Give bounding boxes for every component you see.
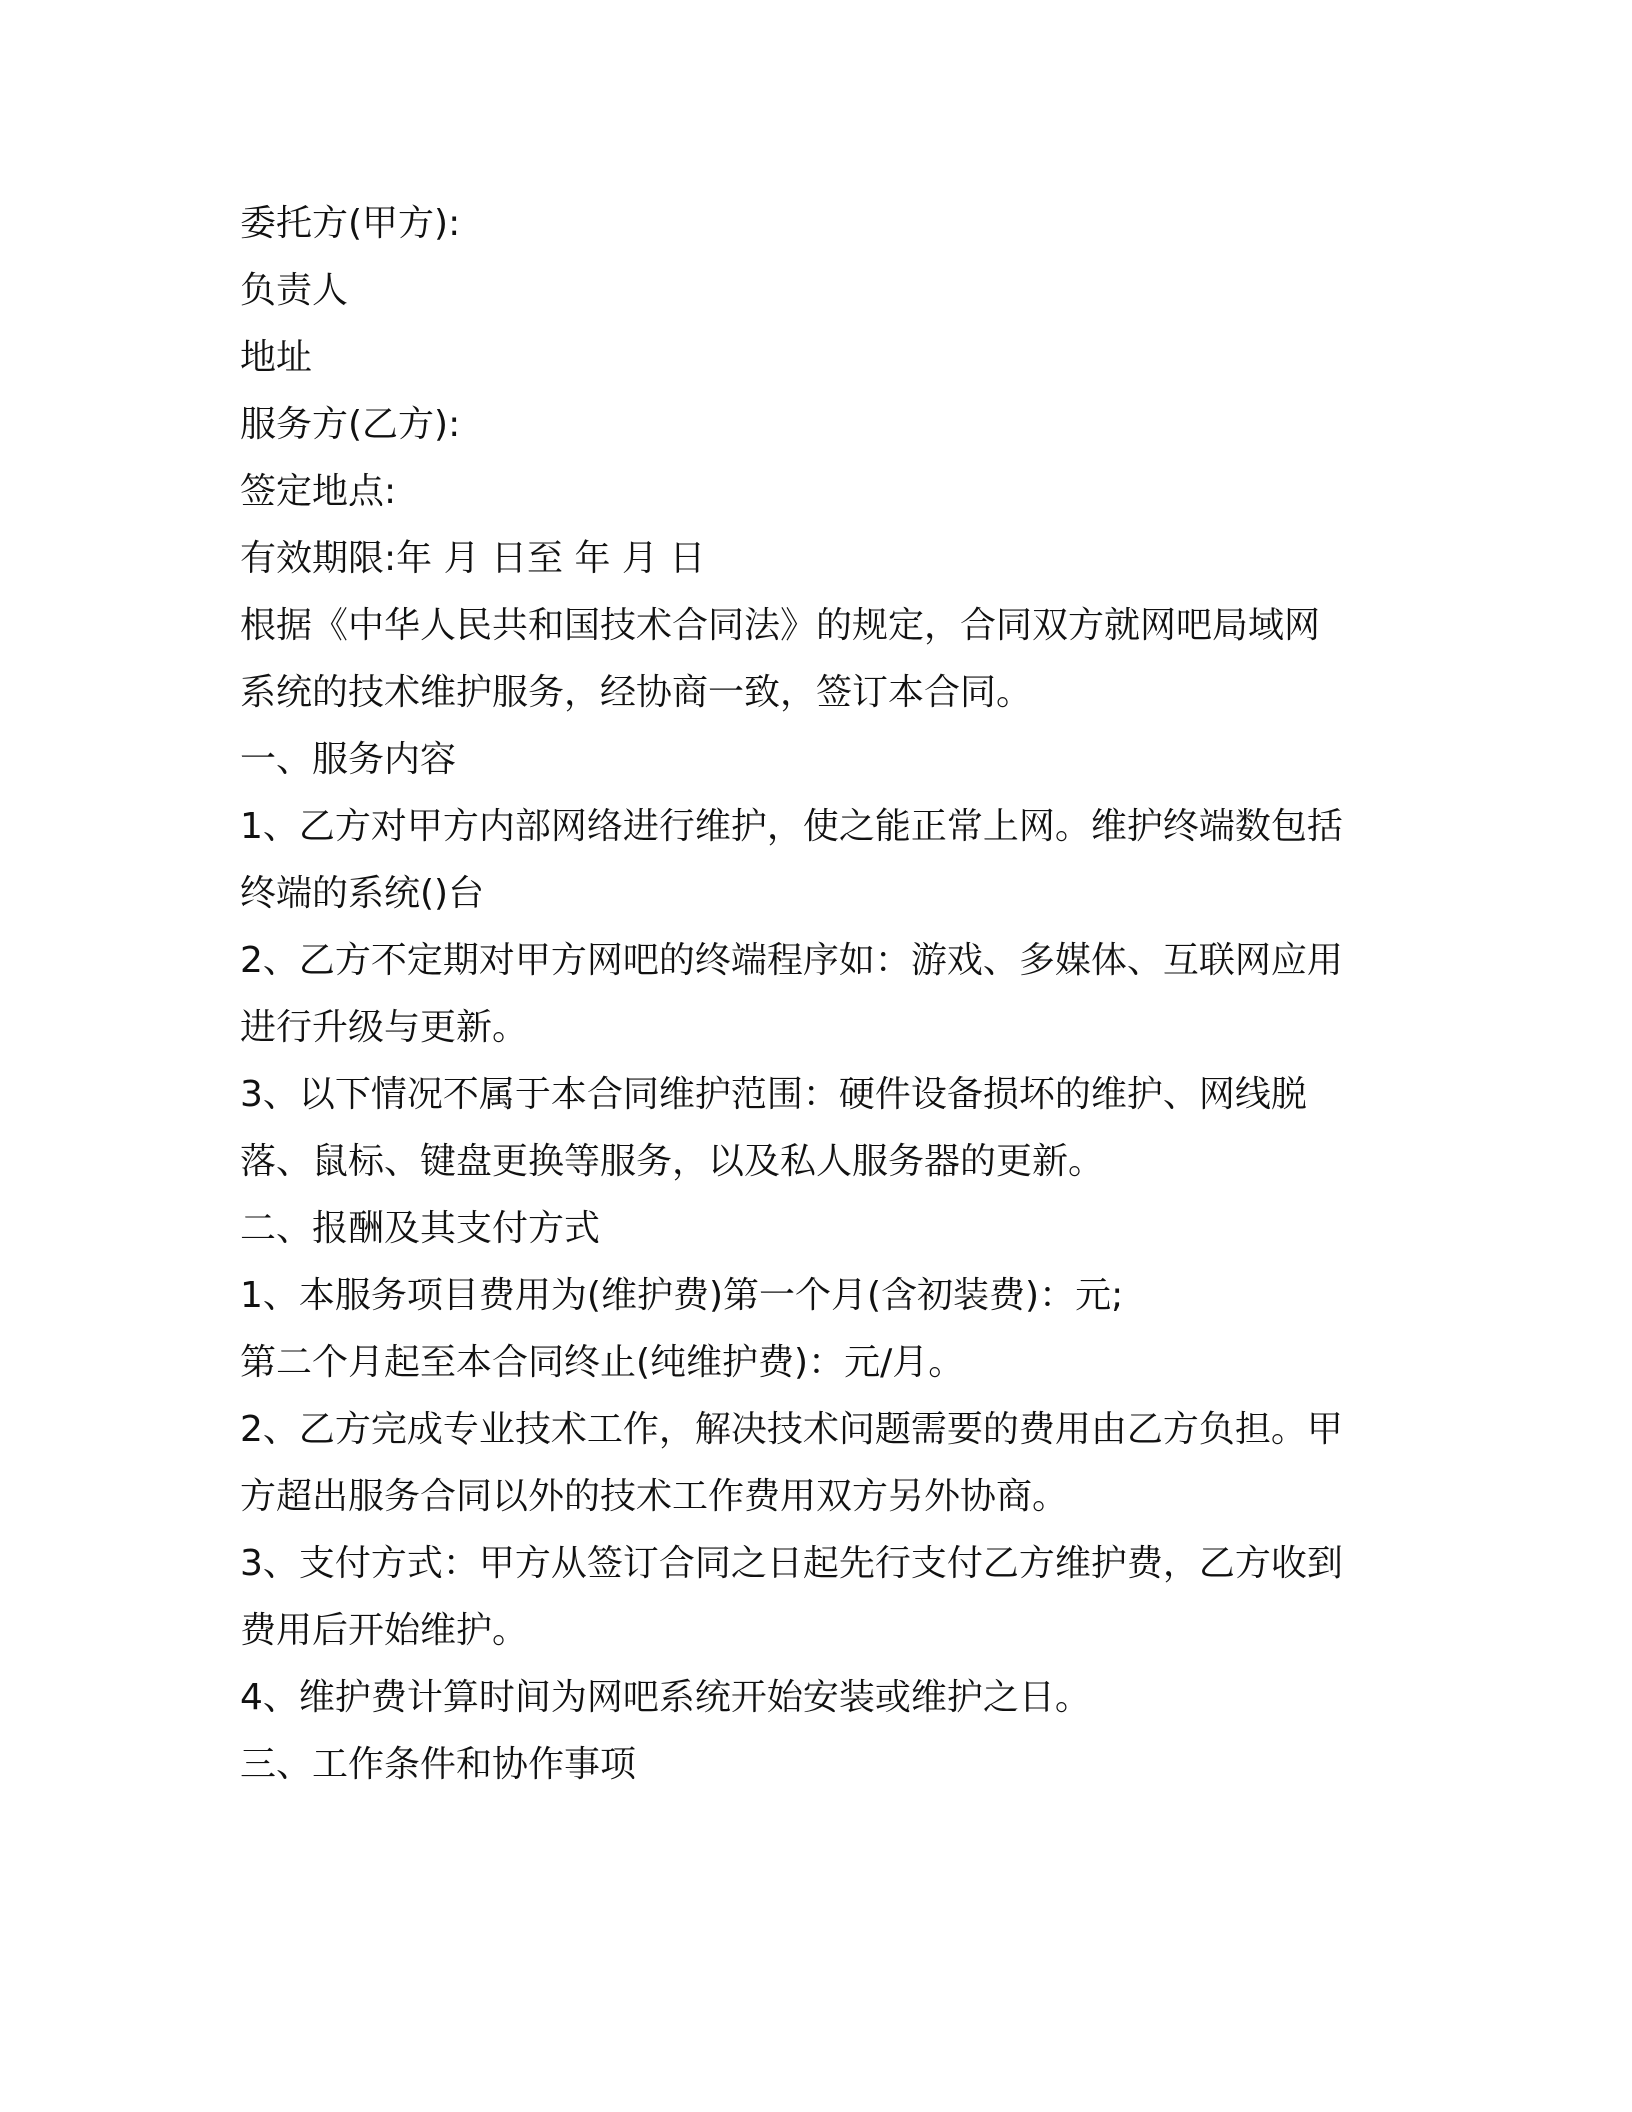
section-heading-service-content: 一、服务内容 [240,739,457,780]
clause-2-2-line-2: 方超出服务合同以外的技术工作费用双方另外协商。 [240,1476,1069,1517]
clause-2-2-line-1: 2、乙方完成专业技术工作，解决技术问题需要的费用由乙方负担。甲 [240,1409,1343,1450]
section-heading-payment: 二、报酬及其支付方式 [240,1208,601,1249]
clause-1-2-line-1: 2、乙方不定期对甲方网吧的终端程序如：游戏、多媒体、互联网应用 [240,940,1343,981]
preamble-line-1: 根据《中华人民共和国技术合同法》的规定，合同双方就网吧局域网 [240,605,1321,646]
clause-1-3-line-1: 3、以下情况不属于本合同维护范围：硬件设备损坏的维护、网线脱 [240,1074,1307,1115]
clause-2-1-line-2: 第二个月起至本合同终止(纯维护费)：元/月。 [240,1342,965,1383]
clause-2-1-line-1: 1、本服务项目费用为(维护费)第一个月(含初装费)：元; [240,1275,1124,1316]
clause-1-3-line-2: 落、鼠标、键盘更换等服务，以及私人服务器的更新。 [240,1141,1105,1182]
preamble-line-2: 系统的技术维护服务，经协商一致，签订本合同。 [240,672,1033,713]
clause-1-1-line-2: 终端的系统()台 [240,873,485,914]
clause-2-3-line-1: 3、支付方式：甲方从签订合同之日起先行支付乙方维护费，乙方收到 [240,1543,1343,1584]
clause-1-2-line-2: 进行升级与更新。 [240,1007,529,1048]
clause-1-1-line-1: 1、乙方对甲方内部网络进行维护，使之能正常上网。维护终端数包括 [240,806,1343,847]
signing-place-label: 签定地点: [240,471,397,512]
party-a-label: 委托方(甲方): [240,203,461,244]
person-in-charge-label: 负责人 [240,270,349,311]
document-body [240,190,1390,1798]
address-label: 地址 [240,337,313,378]
validity-period-label: 有效期限:年 月 日至 年 月 日 [240,538,706,579]
clause-2-3-line-2: 费用后开始维护。 [240,1610,529,1651]
party-b-label: 服务方(乙方): [240,404,461,445]
clause-2-4: 4、维护费计算时间为网吧系统开始安装或维护之日。 [240,1677,1091,1718]
section-heading-work-conditions: 三、工作条件和协作事项 [240,1744,637,1785]
